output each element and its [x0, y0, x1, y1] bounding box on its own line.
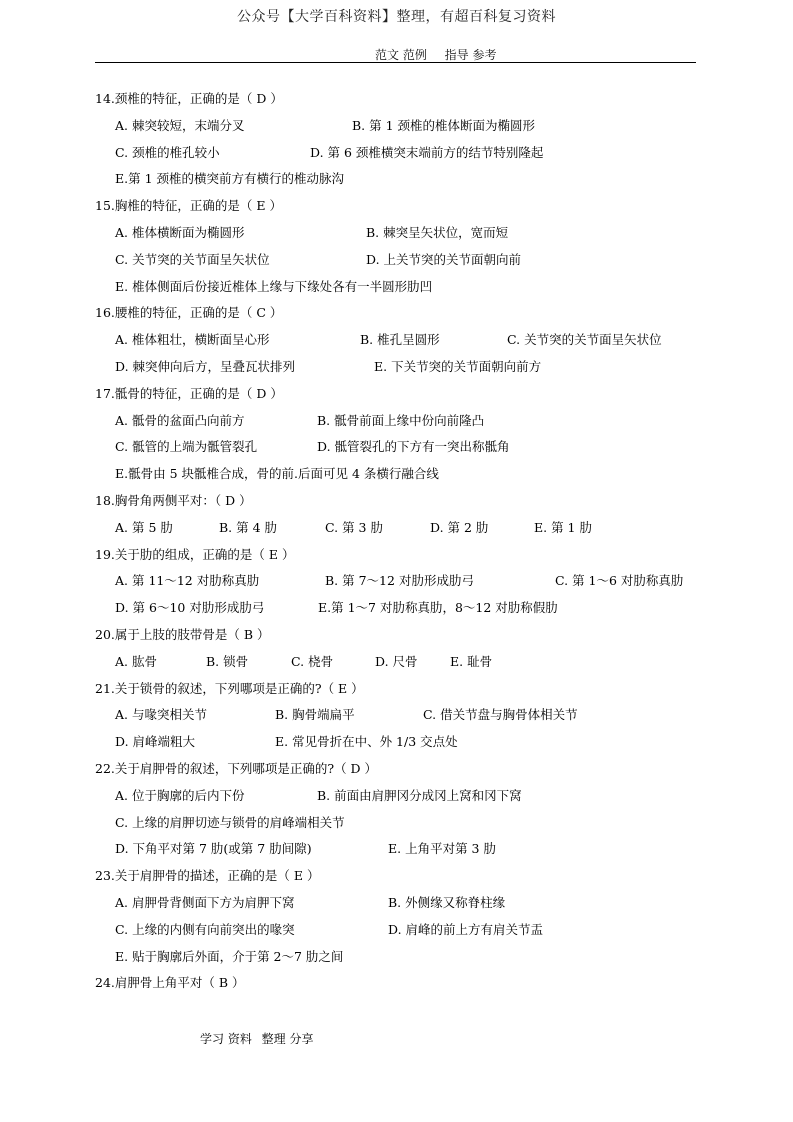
answer-option: A. 肩胛骨背侧面下方为肩胛下窝	[115, 895, 295, 910]
answer-option: C. 关节突的关节面呈矢状位	[507, 332, 662, 348]
answer-option: A. 椎体横断面为椭圆形	[115, 225, 245, 240]
answer-option: B. 外侧缘又称脊柱缘	[388, 895, 506, 910]
answer-option: C. 关节突的关节面呈矢状位	[115, 251, 270, 267]
option-line	[115, 145, 715, 161]
question-stem: 15.胸椎的特征，正确的是（ E ）	[95, 198, 282, 214]
option-line	[115, 654, 715, 670]
answer-option: B. 锁骨	[206, 653, 249, 669]
question-stem: 22.关于肩胛骨的叙述，下列哪项是正确的?（ D ）	[95, 761, 378, 776]
answer-option: D. 上关节突的关节面朝向前	[366, 251, 522, 267]
answer-option: D. 棘突伸向后方，呈叠瓦状排列	[115, 359, 296, 374]
answer-option: B. 第 7～12 对肋形成肋弓	[325, 573, 474, 589]
option-line	[115, 439, 715, 455]
answer-option: A. 与喙突相关节	[115, 707, 207, 723]
answer-option: A. 第 5 肋	[115, 519, 173, 535]
answer-option: A. 位于胸廓的后内下份	[115, 787, 245, 803]
answer-option: E. 第 1 肋	[534, 519, 592, 535]
option-line	[115, 466, 715, 482]
answer-option: D. 肩峰端粗大	[115, 734, 196, 750]
answer-option: E. 上角平对第 3 肋	[388, 841, 496, 857]
option-line	[115, 171, 715, 187]
answer-option: B. 棘突呈矢状位，宽而短	[366, 225, 509, 240]
answer-option: A. 第 11～12 对肋称真肋	[115, 573, 260, 589]
question-stem: 14.颈椎的特征，正确的是（ D ）	[95, 91, 283, 106]
option-line	[115, 573, 715, 589]
answer-option: C. 第 1～6 对肋称真肋	[555, 573, 684, 589]
option-line	[115, 520, 715, 536]
footer-tag: 学习 资料	[200, 1032, 252, 1046]
question-stem: 19.关于肋的组成，正确的是（ E ）	[95, 546, 295, 562]
option-line	[115, 413, 715, 429]
header-tag: 指导 参考	[444, 48, 497, 62]
option-line	[115, 359, 715, 375]
question-stem: 21.关于锁骨的叙述，下列哪项是正确的?（ E ）	[95, 680, 364, 696]
answer-option: C. 骶管的上端为骶管裂孔	[115, 439, 258, 455]
page-header	[375, 46, 510, 63]
answer-option: B. 第 1 颈椎的椎体断面为椭圆形	[352, 117, 536, 133]
answer-option: A. 椎体粗壮，横断面呈心形	[115, 332, 270, 348]
header-rule	[95, 62, 696, 63]
option-line	[115, 600, 715, 616]
question-stem: 17.骶骨的特征，正确的是（ D ）	[95, 385, 283, 401]
answer-option: E. 贴于胸廓后外面，介于第 2～7 肋之间	[115, 948, 344, 964]
option-line	[115, 815, 715, 831]
answer-option: E.第 1～7 对肋称真肋，8～12 对肋称假肋	[318, 600, 558, 616]
answer-option: A. 肱骨	[115, 653, 157, 669]
answer-option: E. 下关节突的关节面朝向前方	[374, 359, 542, 374]
option-line	[115, 949, 715, 965]
answer-option: B. 第 4 肋	[219, 519, 278, 535]
option-line	[115, 841, 715, 857]
answer-option: E. 椎体侧面后份接近椎体上缘与下缘处各有一半圆形肋凹	[115, 278, 433, 294]
option-line	[115, 279, 715, 295]
question-stem: 24.肩胛骨上角平对（ B ）	[95, 975, 245, 991]
answer-option: D. 第 2 肋	[430, 519, 489, 535]
option-line	[115, 788, 715, 804]
page-footer	[200, 1030, 319, 1047]
answer-option: D. 第 6～10 对肋形成肋弓	[115, 600, 265, 616]
answer-option: E. 耻骨	[450, 653, 493, 669]
answer-option: E.骶骨由 5 块骶椎合成，骨的前.后面可见 4 条横行融合线	[115, 466, 439, 482]
option-line	[115, 332, 715, 348]
answer-option: A. 骶骨的盆面凸向前方	[115, 412, 245, 428]
answer-option: B. 胸骨端扁平	[275, 707, 355, 723]
option-line	[115, 707, 715, 723]
answer-option: C. 上缘的肩胛切迹与锁骨的肩峰端相关节	[115, 814, 345, 830]
option-line	[115, 734, 715, 750]
watermark-banner: 公众号【大学百科资料】整理，有超百科复习资料	[237, 9, 556, 25]
answer-option: D. 第 6 颈椎横突末端前方的结节特别隆起	[310, 144, 544, 160]
option-line	[115, 252, 715, 268]
answer-option: B. 骶骨前面上缘中份向前隆凸	[317, 412, 485, 428]
answer-option: E.第 1 颈椎的横突前方有横行的椎动脉沟	[115, 171, 344, 187]
answer-option: C. 颈椎的椎孔较小	[115, 144, 220, 160]
answer-option: C. 上缘的内侧有向前突出的喙突	[115, 921, 295, 937]
answer-option: D. 肩峰的前上方有肩关节盂	[388, 921, 544, 937]
option-line	[115, 922, 715, 938]
footer-tag: 整理 分享	[261, 1032, 314, 1046]
answer-option: B. 前面由肩胛冈分成冈上窝和冈下窝	[317, 787, 522, 803]
option-line	[115, 895, 715, 911]
question-stem: 23.关于肩胛骨的描述，正确的是（ E ）	[95, 868, 320, 884]
answer-option: C. 第 3 肋	[325, 519, 383, 535]
question-stem: 18.胸骨角两侧平对：（ D ）	[95, 493, 252, 508]
answer-option: C. 桡骨	[291, 653, 334, 669]
header-tag: 范文 范例	[375, 48, 427, 62]
option-line	[115, 118, 715, 134]
answer-option: C. 借关节盘与胸骨体相关节	[423, 707, 578, 723]
answer-option: B. 椎孔呈圆形	[360, 332, 440, 348]
question-stem: 20.属于上肢的肢带骨是（ B ）	[95, 627, 270, 642]
answer-option: D. 骶管裂孔的下方有一突出称骶角	[317, 439, 510, 455]
answer-option: D. 尺骨	[375, 653, 418, 669]
answer-option: E. 常见骨折在中、外 1/3 交点处	[275, 734, 458, 750]
answer-option: D. 下角平对第 7 肋(或第 7 肋间隙)	[115, 841, 312, 857]
question-stem: 16.腰椎的特征，正确的是（ C ）	[95, 305, 283, 321]
option-line	[115, 225, 715, 241]
answer-option: A. 棘突较短，末端分叉	[115, 117, 245, 133]
